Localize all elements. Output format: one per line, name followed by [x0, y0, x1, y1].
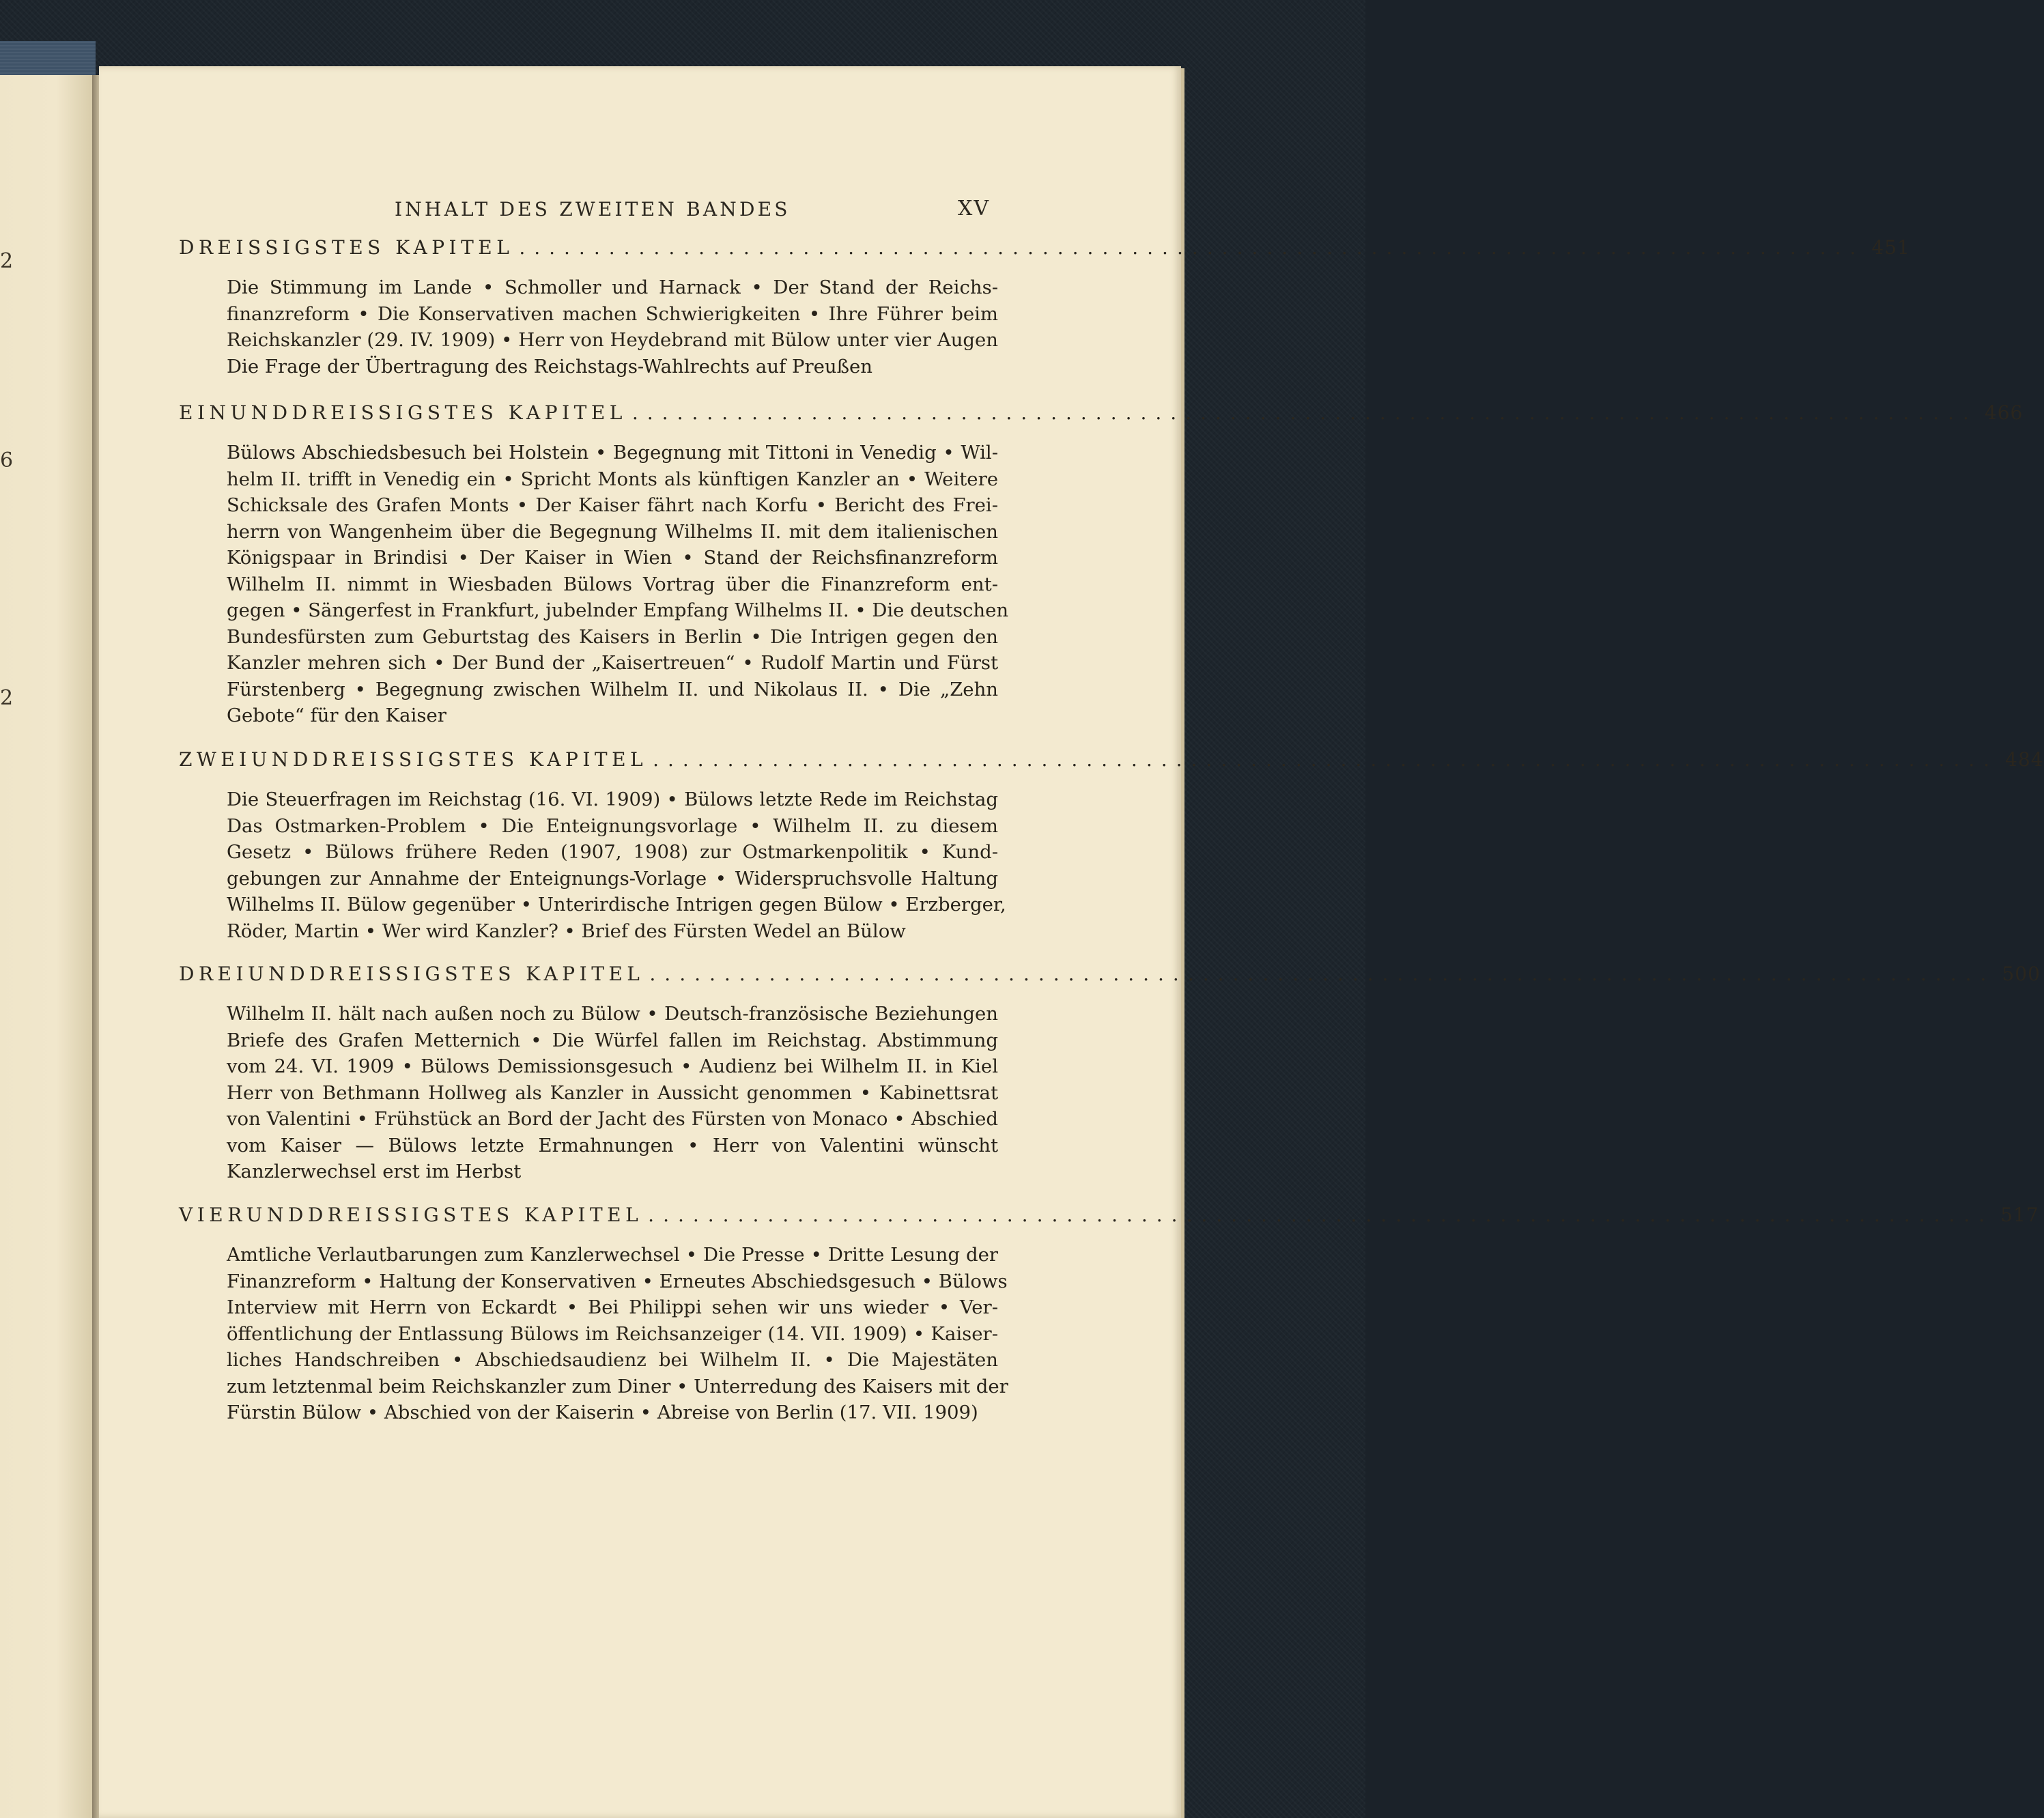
summary-line: Gesetz • Bülows frühere Reden (1907, 1908) zur Ostmarkenpolitik • Kund- [227, 841, 998, 863]
chapter-title: VIERUNDDREISSIGSTES KAPITEL [179, 1204, 643, 1226]
summary-line: Die Frage der Übertragung des Reichstags-Wahlrechts auf Preußen [227, 355, 872, 378]
chapter-page-number: 451 [1871, 236, 1910, 259]
summary-line: Fürstin Bülow • Abschied von der Kaiserin • Abreise von Berlin (17. VII. 1909) [227, 1402, 978, 1423]
chapter-title: ZWEIUNDDREISSIGSTES KAPITEL [179, 748, 648, 771]
summary-line: öffentlichung der Entlassung Bülows im Reichsanzeiger (14. VII. 1909) • Kaiser- [227, 1322, 998, 1345]
summary-line: Reichskanzler (29. IV. 1909) • Herr von Heydebrand mit Bülow unter vier Augen [227, 329, 998, 351]
summary-line: helm II. trifft in Venedig ein • Spricht Monts als künftigen Kanzler an • Weitere [227, 468, 998, 490]
summary-line: Kanzlerwechsel erst im Herbst [227, 1161, 522, 1182]
summary-line: Die Steuerfragen im Reichstag (16. VI. 1909) • Bülows letzte Rede im Reichstag [227, 789, 998, 810]
summary-line: Gebote“ für den Kaiser [227, 705, 446, 726]
dot-leader: .......................................................................................... [653, 748, 1999, 771]
summary-line: Das Ostmarken-Problem • Die Enteignungsvorlage • Wilhelm II. zu diesem [227, 814, 998, 837]
summary-line: Schicksale des Grafen Monts • Der Kaiser fährt nach Korfu • Bericht des Frei- [227, 494, 998, 516]
chapter-heading [179, 236, 1910, 265]
summary-line: herrn von Wangenheim über die Begegnung Wilhelms II. mit dem italienischen [227, 520, 998, 543]
page-folio: XV [957, 197, 990, 221]
summary-line: zum letztenmal beim Reichskanzler zum Diner • Unterredung des Kaisers mit der [227, 1375, 1008, 1397]
toc-entry [179, 401, 2024, 729]
chapter-summary [227, 274, 998, 380]
summary-line: von Valentini • Frühstück an Bord der Jacht des Fürsten von Monaco • Abschied [227, 1108, 998, 1130]
summary-line: Amtliche Verlautbarungen zum Kanzlerwechsel • Die Presse • Dritte Lesung der [227, 1244, 998, 1266]
chapter-summary [227, 440, 1009, 729]
chapter-heading [179, 401, 2024, 430]
summary-line: Finanzreform • Haltung der Konservativen • Erneutes Abschiedsgesuch • Bülows [227, 1270, 1008, 1292]
summary-line: Briefe des Grafen Metternich • Die Würfel fallen im Reichstag. Abstimmung [227, 1029, 998, 1051]
summary-line: vom 24. VI. 1909 • Bülows Demissionsgesuch • Audienz bei Wilhelm II. in Kiel [227, 1055, 998, 1077]
left-margin-number: 2 [0, 686, 14, 710]
summary-line: gegen • Sängerfest in Frankfurt, jubelnder Empfang Wilhelms II. • Die deutschen [227, 599, 1009, 621]
summary-line: Wilhelms II. Bülow gegenüber • Unterirdische Intrigen gegen Bülow • Erzberger, [227, 894, 1006, 915]
chapter-heading [179, 963, 2041, 991]
left-margin-number: 2 [0, 249, 14, 273]
chapter-title: EINUNDDREISSIGSTES KAPITEL [179, 401, 627, 424]
chapter-page-number: 466 [1984, 401, 2024, 424]
running-header: INHALT DES ZWEITEN BANDES [395, 198, 791, 221]
summary-line: Bundesfürsten zum Geburtstag des Kaisers in Berlin • Die Intrigen gegen den [227, 625, 998, 648]
summary-line: Kanzler mehren sich • Der Bund der „Kaisertreuen“ • Rudolf Martin und Fürst [227, 652, 998, 674]
summary-line: Königspaar in Brindisi • Der Kaiser in Wien • Stand der Reichsfinanzreform [227, 547, 998, 569]
left-margin-number: 6 [0, 449, 14, 472]
chapter-summary [227, 1001, 998, 1185]
summary-line: Röder, Martin • Wer wird Kanzler? • Brief des Fürsten Wedel an Bülow [227, 920, 906, 942]
summary-line: Wilhelm II. nimmt in Wiesbaden Bülows Vortrag über die Finanzreform ent- [227, 573, 998, 595]
chapter-page-number: 500 [2002, 963, 2041, 985]
dot-leader: .......................................................................................... [648, 1204, 1994, 1226]
summary-line: Wilhelm II. hält nach außen noch zu Bülow • Deutsch-französische Beziehungen [227, 1003, 998, 1025]
chapter-title: DREIUNDDREISSIGSTES KAPITEL [179, 963, 644, 985]
summary-line: Bülows Abschiedsbesuch bei Holstein • Begegnung mit Tittoni in Venedig • Wil- [227, 442, 998, 464]
summary-line: finanzreform • Die Konservativen machen Schwierigkeiten • Ihre Führer beim [227, 302, 998, 325]
toc-entry [179, 748, 2044, 944]
toc-entry [179, 963, 2041, 1185]
left-page [0, 75, 94, 1818]
dot-leader: .......................................................................................... [649, 963, 1996, 985]
summary-line: Interview mit Herrn von Eckardt • Bei Philippi sehen wir uns wieder • Ver- [227, 1296, 998, 1318]
toc-entry [179, 1204, 2039, 1426]
chapter-heading [179, 748, 2044, 777]
summary-line: Herr von Bethmann Hollweg als Kanzler in Aussicht genommen • Kabinettsrat [227, 1081, 998, 1104]
chapter-page-number: 484 [2005, 748, 2044, 771]
summary-line: Fürstenberg • Begegnung zwischen Wilhelm II. und Nikolaus II. • Die „Zehn [227, 678, 998, 700]
summary-line: gebungen zur Annahme der Enteignungs-Vorlage • Widerspruchsvolle Haltung [227, 867, 998, 890]
summary-line: liches Handschreiben • Abschiedsaudienz bei Wilhelm II. • Die Majestäten [227, 1349, 998, 1371]
chapter-title: DREISSIGSTES KAPITEL [179, 236, 514, 259]
chapter-summary [227, 1242, 1008, 1426]
dot-leader: .......................................................................................... [631, 401, 1978, 424]
chapter-summary [227, 786, 1006, 944]
chapter-heading [179, 1204, 2039, 1232]
dot-leader: .......................................................................................... [519, 236, 1865, 259]
summary-line: Die Stimmung im Lande • Schmoller und Harnack • Der Stand der Reichs- [227, 276, 998, 298]
chapter-page-number: 517 [2000, 1204, 2039, 1226]
summary-line: vom Kaiser — Bülows letzte Ermahnungen • Herr von Valentini wünscht [227, 1134, 998, 1156]
toc-entry [179, 236, 1910, 380]
